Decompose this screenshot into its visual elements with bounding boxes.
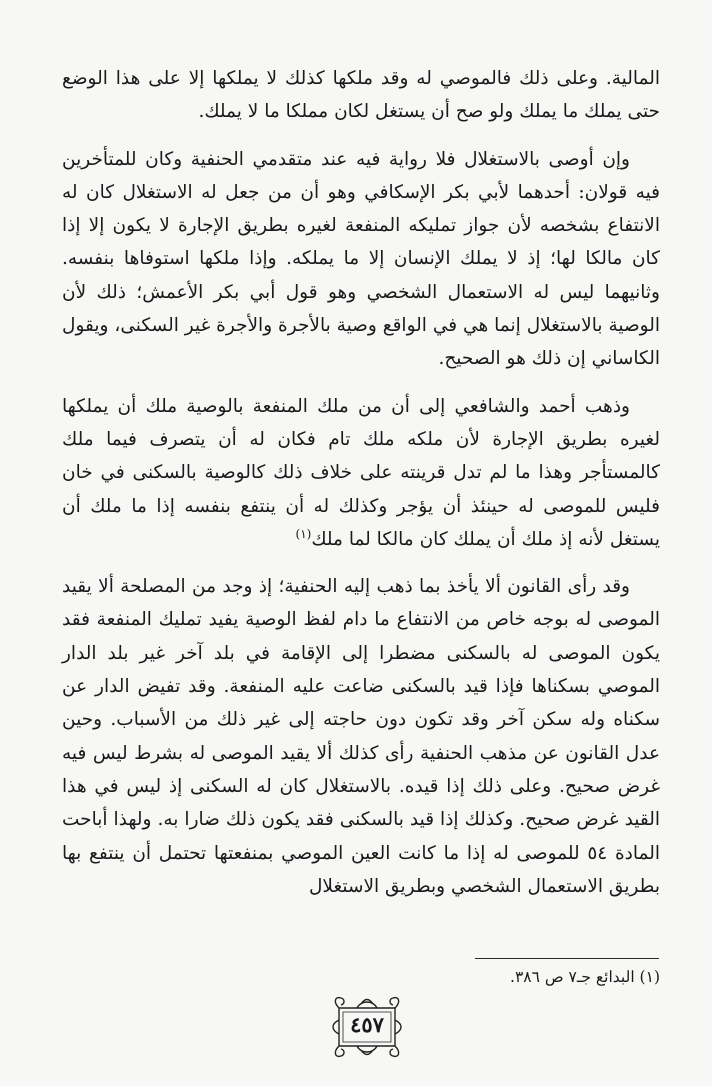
main-text [62, 62, 660, 917]
footnote: (١) البدائع جـ٧ ص ٣٨٦. [510, 968, 660, 986]
paragraph-2: وإن أوصى بالاستغلال فلا رواية فيه عند متقدمي الحنفية وكان للمتأخرين فيه قولان: أحدهما لأبي بكر الإسكافي وهو أن من جعل له الاستغلال كان له الانتفاع بشخصه لأن جواز تمليكه المنفعة لغيره بطريق الإجارة لا يكون إلا إذا كان مالكا لها؛ إذ لا يملك الإنسان إلا ما يملكه. وإذا ملكها استوفاها بنفسه. وثانيهما ليس له الاستعمال الشخصي وهو قول أبي بكر الأعمش؛ ذلك لأن الوصية بالاستغلال إنما هي في الواقع وصية بالأجرة والأجرة غير السكنى، ويقول الكاساني إن ذلك هو الصحيح. [62, 148, 660, 370]
paragraph-3 [62, 390, 660, 556]
paragraph-1: المالية. وعلى ذلك فالموصي له وقد ملكها كذلك لا يملكها إلا على هذا الوضع حتى يملك ما يملك ولو صح أن يستغل لكان مملكا ما لا يملك. [62, 68, 660, 123]
paragraph-4: وقد رأى القانون ألا يأخذ بما ذهب إليه الحنفية؛ إذ وجد من المصلحة ألا يقيد الموصى له بوجه خاص من الانتفاع ما دام لفظ الوصية يفيد تمليك المنفعة فقد يكون الموصى له بالسكنى مضطرا إلى الإقامة في بلد آخر غير بلد الدار الموصي بسكناها فإذا قيد بالسكنى ضاعت عليه المنفعة. وقد تفيض الدار عن سكناه وله سكن آخر وقد تكون دون حاجته إلى غير ذلك من الأسباب. وحين عدل القانون عن مذهب الحنفية رأى كذلك ألا يقيد الموصى له بشرط ليس فيه غرض صحيح. وعلى ذلك إذا قيده. بالاستغلال كان له السكنى إذ ليس في هذا القيد غرض صحيح. وكذلك إذا قيد بالسكنى فقد يكون ذلك ضارا به. ولهذا أباحت المادة ٥٤ للموصى له إذا ما كانت العين الموصي بمنفعتها تحتمل أن ينتفع بها بطريق الاستعمال الشخصي وبطريق الاستغلال [62, 576, 660, 897]
footnote-reference: (١) [295, 526, 312, 541]
paragraph-3-text: وذهب أحمد والشافعي إلى أن من ملك المنفعة بالوصية ملك أن يملكها لغيره بطريق الإجارة لأن ملكه ملك تام فكان له أن يتصرف فيما ملك كالمستأجر وهذا ما لم تدل قرينته على خلاف ذلك كالوصية بالسكنى في خان فليس للموصى له حينئذ أن يؤجر وكذلك له أن ينتفع بنفسه إذا ما ملك أن يستغل لأنه إذ ملك أن يملك كان مالكا لما ملك [62, 395, 660, 550]
page-number: ٤٥٧ [350, 1012, 384, 1037]
footnote-divider [475, 958, 659, 959]
